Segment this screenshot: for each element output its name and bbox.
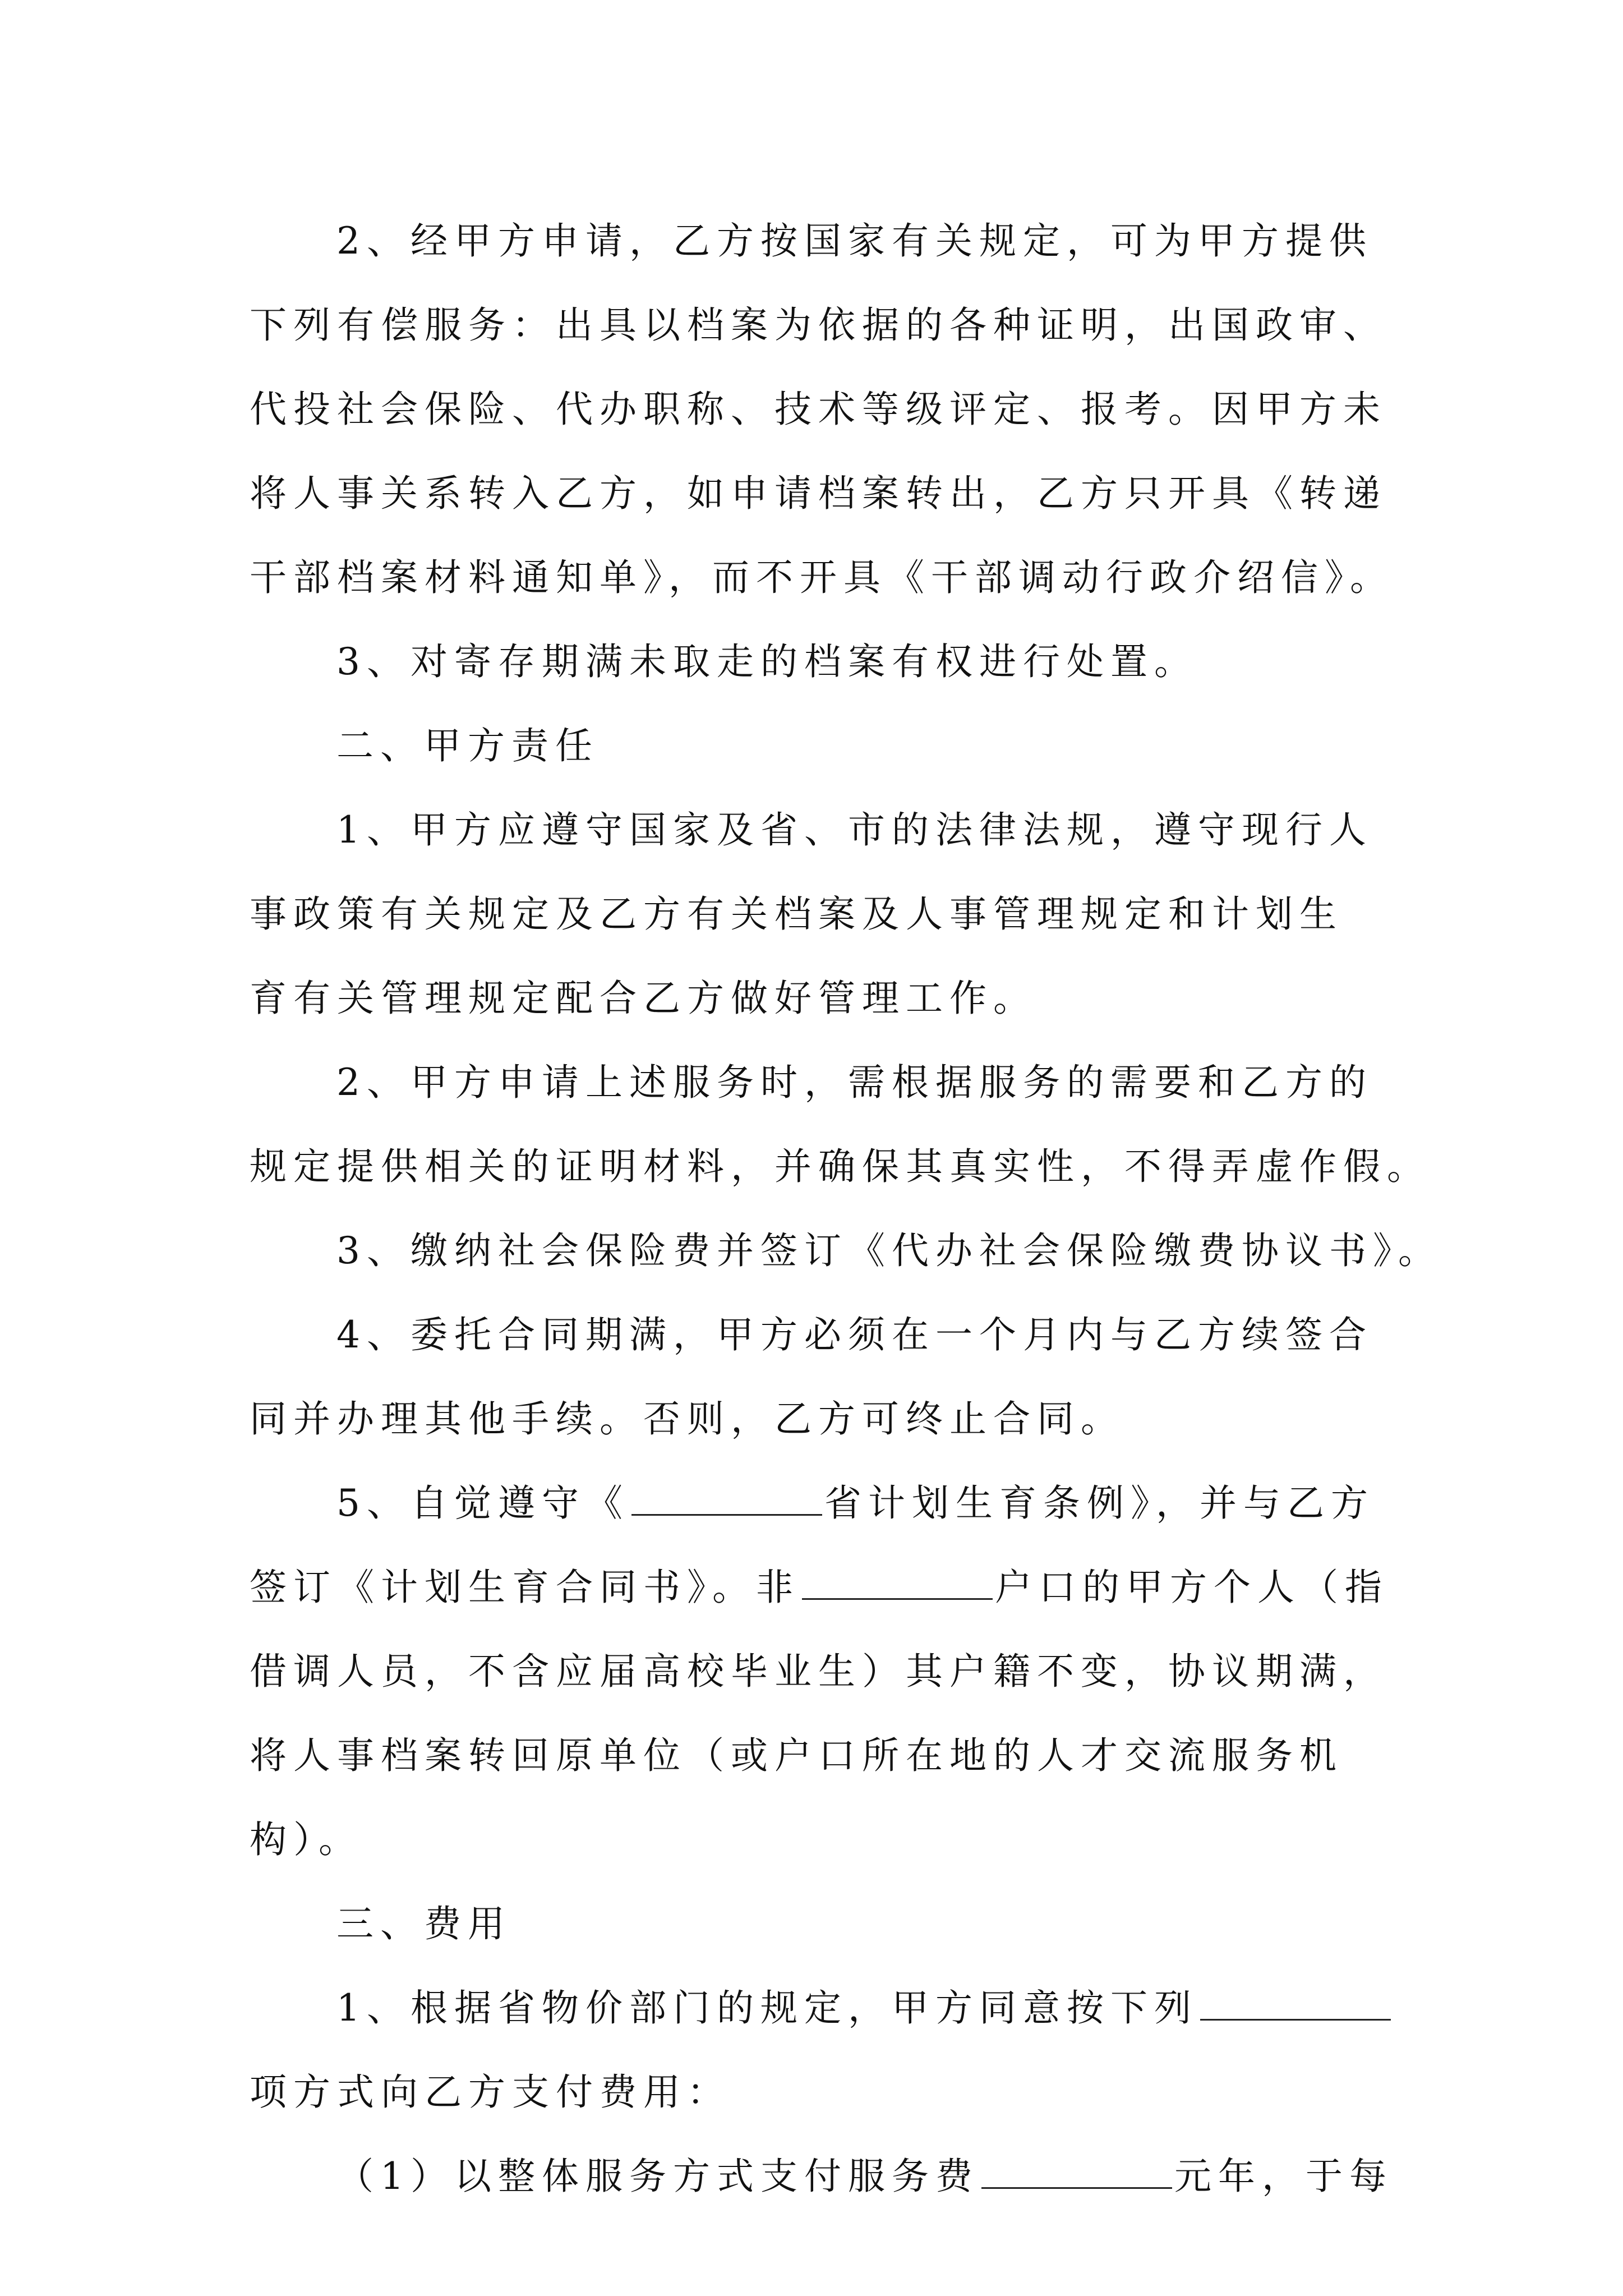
- paragraph-line: 借调人员，不含应届高校毕业生）其户籍不变，协议期满，: [250, 1650, 1387, 1693]
- paragraph-line: 事政策有关规定及乙方有关档案及人事管理规定和计划生: [250, 892, 1343, 936]
- paragraph-line: [250, 1559, 1389, 1616]
- paragraph-line: 3、缴纳社会保险费并签订《代办社会保险缴费协议书》。: [336, 1229, 1442, 1272]
- paragraph-line: 项方式向乙方支付费用：: [250, 2070, 731, 2114]
- section-heading: 二、甲方责任: [336, 724, 599, 767]
- text-segment: 户口的甲方个人（指: [995, 1566, 1389, 1609]
- paragraph-line: 将人事档案转回原单位（或户口所在地的人才交流服务机: [250, 1734, 1343, 1777]
- paragraph-line: [336, 2148, 1393, 2205]
- paragraph-line: 下列有偿服务：出具以档案为依据的各种证明，出国政审、: [250, 303, 1387, 347]
- fill-blank: [1200, 1985, 1391, 2021]
- text-segment: 元年，于每: [1174, 2155, 1393, 2198]
- text-segment: 1、根据省物价部门的规定，甲方同意按下列: [336, 1986, 1198, 2030]
- paragraph-line: 1、甲方应遵守国家及省、市的法律法规，遵守现行人: [336, 808, 1373, 852]
- paragraph-line: 干部档案材料通知单》，而不开具《干部调动行政介绍信》。: [250, 556, 1394, 599]
- text-segment: 省计划生育条例》，并与乙方: [824, 1481, 1375, 1525]
- text-segment: 签订《计划生育合同书》。非: [250, 1566, 800, 1609]
- text-segment: （1）以整体服务方式支付服务费: [336, 2155, 979, 2198]
- paragraph-line: 3、对寄存期满未取走的档案有权进行处置。: [336, 640, 1198, 683]
- paragraph-line: 4、委托合同期满，甲方必须在一个月内与乙方续签合: [336, 1313, 1373, 1356]
- paragraph-line: 育有关管理规定配合乙方做好管理工作。: [250, 977, 1037, 1020]
- paragraph-line: [336, 1980, 1393, 2036]
- fill-blank: [631, 1480, 822, 1516]
- text-segment: 5、自觉遵守《: [336, 1481, 629, 1525]
- paragraph-line: 代投社会保险、代办职称、技术等级评定、报考。因甲方未: [250, 388, 1387, 431]
- paragraph-line: 构）。: [250, 1818, 362, 1861]
- paragraph-line: 同并办理其他手续。否则，乙方可终止合同。: [250, 1397, 1124, 1441]
- section-heading: 三、费用: [336, 1902, 511, 1945]
- paragraph-line: [336, 1475, 1375, 1531]
- paragraph-line: 规定提供相关的证明材料，并确保其真实性，不得弄虚作假。: [250, 1145, 1431, 1188]
- fill-blank: [802, 1565, 993, 1600]
- fill-blank: [981, 2154, 1172, 2189]
- paragraph-line: 2、甲方申请上述服务时，需根据服务的需要和乙方的: [336, 1061, 1373, 1104]
- paragraph-line: 将人事关系转入乙方，如申请档案转出，乙方只开具《转递: [250, 472, 1387, 515]
- paragraph-line: 2、经甲方申请，乙方按国家有关规定，可为甲方提供: [336, 219, 1373, 263]
